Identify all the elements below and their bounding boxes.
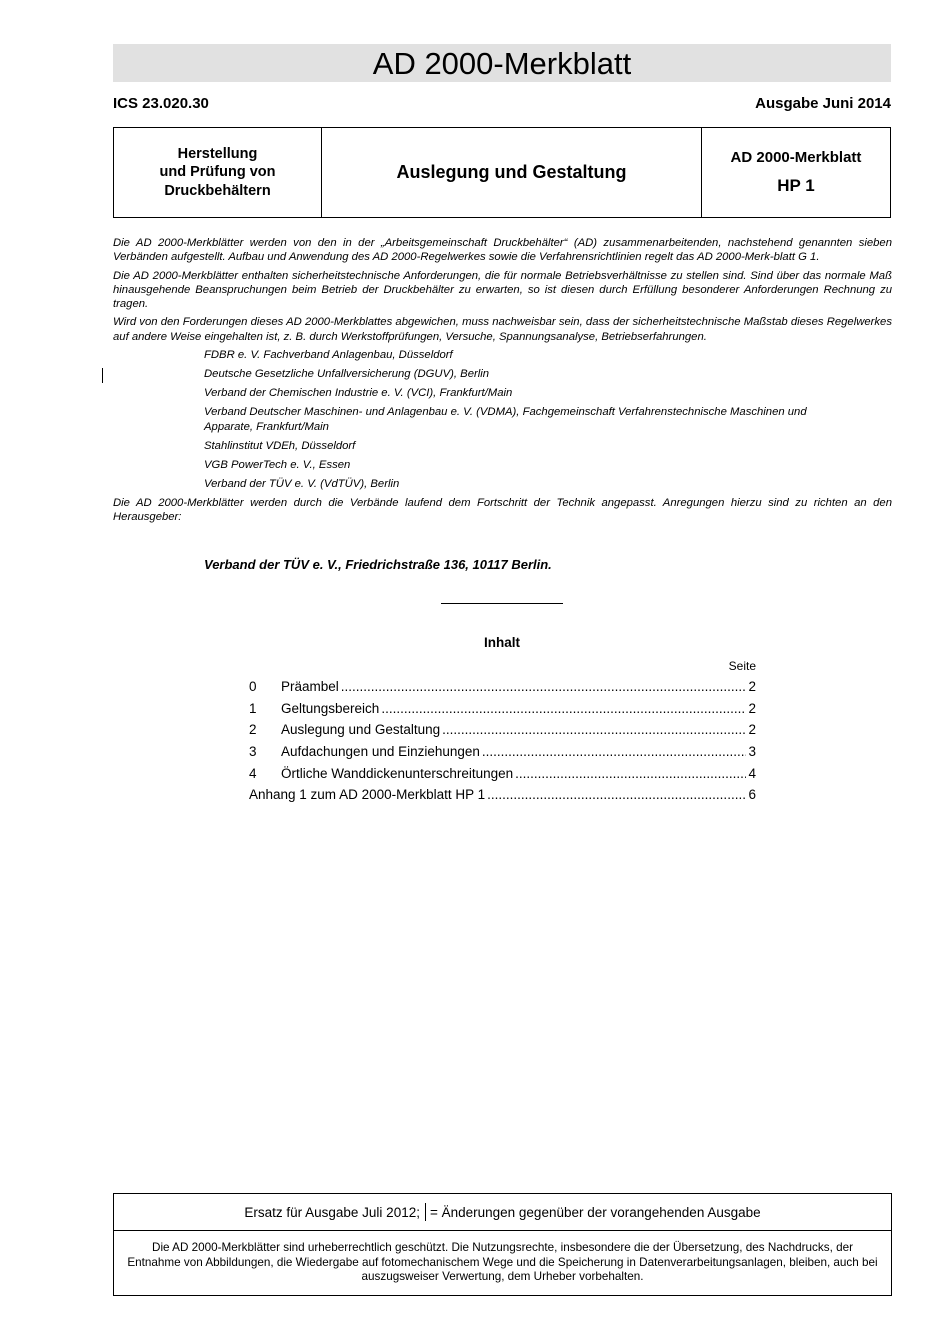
toc-entry[interactable] bbox=[249, 744, 756, 766]
change-bar-legend-icon bbox=[425, 1203, 426, 1221]
category-line-1: Herstellung bbox=[177, 145, 258, 162]
toc-entry-number: 1 bbox=[249, 700, 257, 716]
document-code: HP 1 bbox=[777, 176, 815, 195]
subject-cell: Auslegung und Gestaltung bbox=[322, 128, 702, 217]
intro-section bbox=[113, 236, 892, 529]
change-legend-text: = Änderungen gegenüber der vorangehenden Ausgabe bbox=[429, 1204, 761, 1220]
publisher-address: Verband der TÜV e. V., Friedrichstraße 136, 10117 Berlin. bbox=[204, 557, 552, 572]
association-item: Verband der Chemischen Industrie e. V. (VCI), Frankfurt/Main bbox=[204, 387, 513, 400]
section-divider bbox=[441, 603, 563, 604]
toc-entry-page: 2 bbox=[748, 722, 756, 738]
toc-entry[interactable] bbox=[249, 787, 756, 809]
association-item: Verband der TÜV e. V. (VdTÜV), Berlin bbox=[204, 477, 400, 490]
toc-entry[interactable] bbox=[249, 722, 756, 744]
toc-page-header: Seite bbox=[728, 659, 756, 673]
toc-entry-number: 2 bbox=[249, 722, 257, 738]
association-item: Verband Deutscher Maschinen- und Anlagenbau e. V. (VDMA), Fachgemeinschaft Verfahrenstechnische Maschinen und Apparate, Frankfurt/Main bbox=[204, 406, 807, 433]
intro-paragraph: Wird von den Forderungen dieses AD 2000-Merkblattes abgewichen, muss nachweisbar sein, dass der sicherheitstechnische Maßstab dieses Regelwerkes auf andere Weise eingehalten ist, z. B. durch Werkstoffprüfungen, Versuche, Spannungsanalyse, Betriebserfahrungen. bbox=[113, 316, 892, 343]
toc-entry-label: Aufdachungen und Einziehungen bbox=[281, 744, 480, 760]
toc-entry-page: 6 bbox=[748, 787, 756, 803]
replacement-text: Ersatz für Ausgabe Juli 2012; bbox=[244, 1204, 420, 1220]
closing-paragraph: Die AD 2000-Merkblätter werden durch die Verbände laufend dem Fortschritt der Technik angepasst. Anregungen hierzu sind zu richten an den Herausgeber: bbox=[113, 496, 892, 523]
toc-leader-dots bbox=[442, 722, 746, 737]
toc-entry-number: 4 bbox=[249, 765, 257, 781]
table-of-contents bbox=[249, 679, 756, 809]
association-list bbox=[113, 348, 892, 491]
footer-box bbox=[113, 1193, 892, 1296]
toc-entry-page: 3 bbox=[748, 744, 756, 760]
toc-leader-dots bbox=[487, 787, 746, 802]
footer-replacement-note bbox=[114, 1194, 891, 1231]
series-label: AD 2000-Merkblatt bbox=[730, 149, 862, 166]
copyright-notice: Die AD 2000-Merkblätter sind urheberrechtlich geschützt. Die Nutzungsrechte, insbesondere die der Übersetzung, des Nachdrucks, der Entnahme von Abbildungen, die Wiedergabe auf fotomechanischem Wege und die Speicherung in Datenverarbeitungsanlagen, bleiben, auch bei auszugsweiser Verwertung, dem Urheber vorbehalten. bbox=[127, 1241, 878, 1283]
edition-date: Ausgabe Juni 2014 bbox=[755, 95, 891, 112]
toc-entry[interactable] bbox=[249, 701, 756, 723]
association-item: Stahlinstitut VDEh, Düsseldorf bbox=[204, 439, 356, 452]
code-cell bbox=[702, 128, 890, 217]
toc-entry-label: Präambel bbox=[281, 679, 339, 694]
toc-entry-page: 2 bbox=[748, 700, 756, 716]
toc-entry-label: Geltungsbereich bbox=[281, 700, 380, 716]
toc-entry[interactable] bbox=[249, 766, 756, 788]
toc-leader-dots bbox=[482, 744, 747, 759]
association-item: VGB PowerTech e. V., Essen bbox=[204, 458, 351, 471]
toc-entry-label: Anhang 1 zum AD 2000-Merkblatt HP 1 bbox=[249, 787, 486, 803]
toc-entry-number: 3 bbox=[249, 744, 257, 760]
header-box bbox=[113, 127, 891, 218]
change-marker-bar bbox=[102, 368, 103, 383]
document-title: AD 2000-Merkblatt bbox=[113, 44, 891, 82]
toc-entry-label: Örtliche Wanddickenunterschreitungen bbox=[281, 765, 514, 781]
category-cell bbox=[114, 128, 322, 217]
ics-code: ICS 23.020.30 bbox=[113, 95, 209, 112]
association-item: FDBR e. V. Fachverband Anlagenbau, Düsseldorf bbox=[204, 349, 453, 362]
toc-leader-dots bbox=[341, 679, 747, 694]
toc-leader-dots bbox=[515, 766, 746, 781]
toc-entry-label: Auslegung und Gestaltung bbox=[281, 722, 441, 738]
toc-title: Inhalt bbox=[484, 635, 520, 650]
association-item: Deutsche Gesetzliche Unfallversicherung (DGUV), Berlin bbox=[204, 368, 490, 381]
intro-paragraph: Die AD 2000-Merkblätter enthalten sicherheitstechnische Anforderungen, die für normale Betriebsverhältnisse zu stellen sind. Sind über das normale Maß hinausgehende Beanspruchungen beim Betrieb der Druckbehälter zu erwarten, so ist diesen durch Erfüllung besonderer Anforderungen Rechnung zu tragen. bbox=[113, 269, 892, 310]
category-line-3: Druckbehältern bbox=[164, 182, 271, 199]
category-line-2: und Prüfung von bbox=[159, 164, 276, 181]
toc-entry-number: 0 bbox=[249, 679, 257, 694]
toc-entry-page: 4 bbox=[748, 765, 756, 781]
toc-leader-dots bbox=[381, 701, 746, 716]
intro-paragraph: Die AD 2000-Merkblätter werden von den in der „Arbeitsgemeinschaft Druckbehälter“ (AD) zusammenarbeitenden, nachstehend genannten sieben Verbänden aufgestellt. Aufbau und Anwendung des AD 2000-Regelwerkes sowie die Verfahrensrichtlinien regelt das AD 2000-Merk-blatt G 1. bbox=[113, 237, 892, 264]
toc-entry[interactable] bbox=[249, 679, 756, 701]
toc-entry-page: 2 bbox=[748, 679, 756, 694]
